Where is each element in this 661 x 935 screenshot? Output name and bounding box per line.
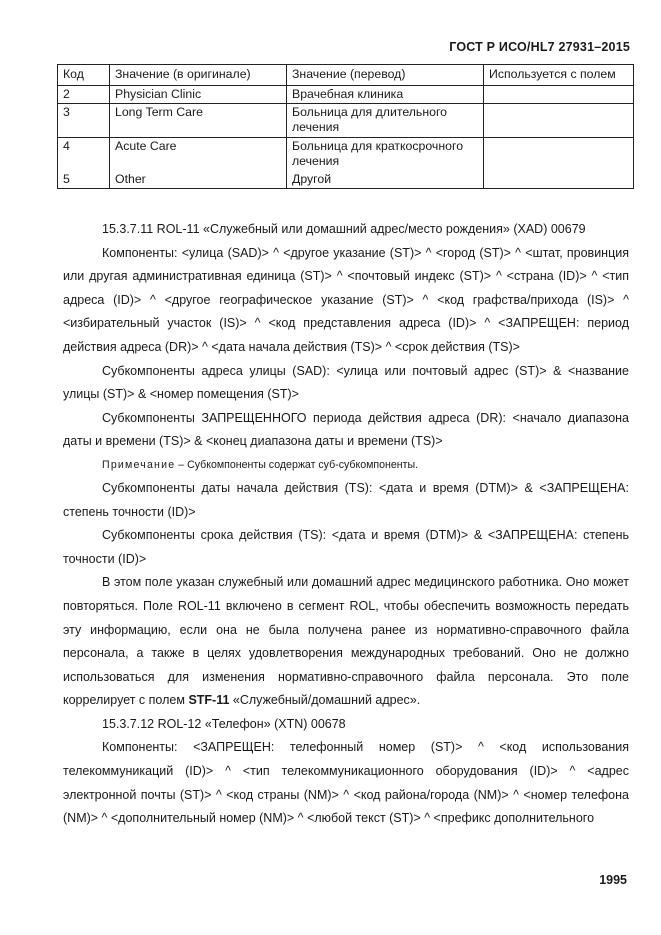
cell-code: 5 (58, 171, 110, 189)
field-reference: STF-11 (188, 693, 230, 708)
note-text: – Субкомпоненты содержат суб-субкомпоненты. (175, 458, 419, 471)
paragraph-phone-components: Компоненты: <ЗАПРЕЩЕН: телефонный номер (ST)> ^ <код использования телекоммуникаций (ID)> ^ <тип телекоммуникационного оборудования (ID)> ^ <адрес электронной почты (ST)> ^ <код страны (NM)> ^ <код района/города (NM)> ^ <номер телефона (NM)> ^ <дополнительный номер (NM)> ^ <любой текст (ST)> ^ <префикс дополнительного (63, 740, 629, 826)
paragraph-sad-subcomponents: Субкомпоненты адреса улицы (SAD): <улица или почтовый адрес (ST)> & <название улицы (ST)> & <номер помещения (ST)> (63, 363, 629, 402)
section-heading-rol-12: 15.3.7.12 ROL-12 «Телефон» (XTN) 00678 (102, 716, 346, 731)
note (63, 454, 629, 477)
cell-original: Long Term Care (110, 104, 287, 138)
paragraph-dr-subcomponents: Субкомпоненты ЗАПРЕЩЕННОГО периода действия адреса (DR): <начало диапазона даты и времени (TS)> & <конец диапазона даты и времени (TS)> (63, 410, 629, 449)
cell-translation: Больница для длительного лечения (287, 104, 484, 138)
code-table (57, 64, 634, 189)
cell-translation: Врачебная клиника (287, 86, 484, 104)
page-number: 1995 (599, 873, 627, 887)
document-header: ГОСТ Р ИСО/HL7 27931–2015 (449, 40, 630, 54)
cell-used-with (484, 171, 634, 189)
cell-original: Acute Care (110, 138, 287, 172)
cell-translation: Другой (287, 171, 484, 189)
cell-code: 3 (58, 104, 110, 138)
description-end: «Служебный/домашний адрес». (229, 693, 421, 708)
col-header-used-with: Используется с полем (484, 65, 634, 86)
section-heading-rol-11: 15.3.7.11 ROL-11 «Служебный или домашний адрес/место рождения» (XAD) 00679 (102, 222, 586, 236)
paragraph-description (63, 571, 629, 713)
cell-original: Other (110, 171, 287, 189)
table-row (58, 86, 634, 104)
cell-translation: Больница для краткосрочного лечения (287, 138, 484, 172)
cell-used-with (484, 138, 634, 172)
cell-code: 2 (58, 86, 110, 104)
table-row (58, 171, 634, 189)
cell-used-with (484, 104, 634, 138)
table-header-row (58, 65, 634, 86)
paragraph-start-date-subcomponents: Субкомпоненты даты начала действия (TS): <дата и время (DTM)> & <ЗАПРЕЩЕНА: степень точности (ID)> (63, 480, 629, 519)
note-label: Примечание (102, 458, 176, 471)
description-text: В этом поле указан служебный или домашний адрес медицинского работника. Оно может повторяться. Поле ROL-11 включено в сегмент ROL, чтобы обеспечить возможность передать эту информацию, если она не была получена ранее из нормативно-справочного файла персонала, а также в целях удовлетворения международных требований. Оно не должно использоваться для изменения нормативно-справочного файла персонала. Это поле коррелирует с полем (63, 575, 629, 708)
paragraph-expiry-subcomponents: Субкомпоненты срока действия (TS): <дата и время (DTM)> & <ЗАПРЕЩЕНА: степень точности (ID)> (63, 528, 629, 566)
table-row (58, 104, 634, 138)
cell-original: Physician Clinic (110, 86, 287, 104)
col-header-original: Значение (в оригинале) (110, 65, 287, 86)
document-body (63, 218, 629, 831)
cell-used-with (484, 86, 634, 104)
col-header-code: Код (58, 65, 110, 86)
cell-code: 4 (58, 138, 110, 172)
col-header-translation: Значение (перевод) (287, 65, 484, 86)
table-row (58, 138, 634, 172)
paragraph-components: Компоненты: <улица (SAD)> ^ <другое указание (ST)> ^ <город (ST)> ^ <штат, провинция или другая административная единица (ST)> ^ <почтовый индекс (ST)> ^ <страна (ID)> ^ <тип адреса (ID)> ^ <другое географическое указание (ST)> ^ <код графства/прихода (IS)> ^ <избирательный участок (IS)> ^ <код представления адреса (ID)> ^ <ЗАПРЕЩЕН: период действия адреса (DR)> ^ <дата начала действия (TS)> ^ <срок действия (TS)> (63, 245, 629, 354)
